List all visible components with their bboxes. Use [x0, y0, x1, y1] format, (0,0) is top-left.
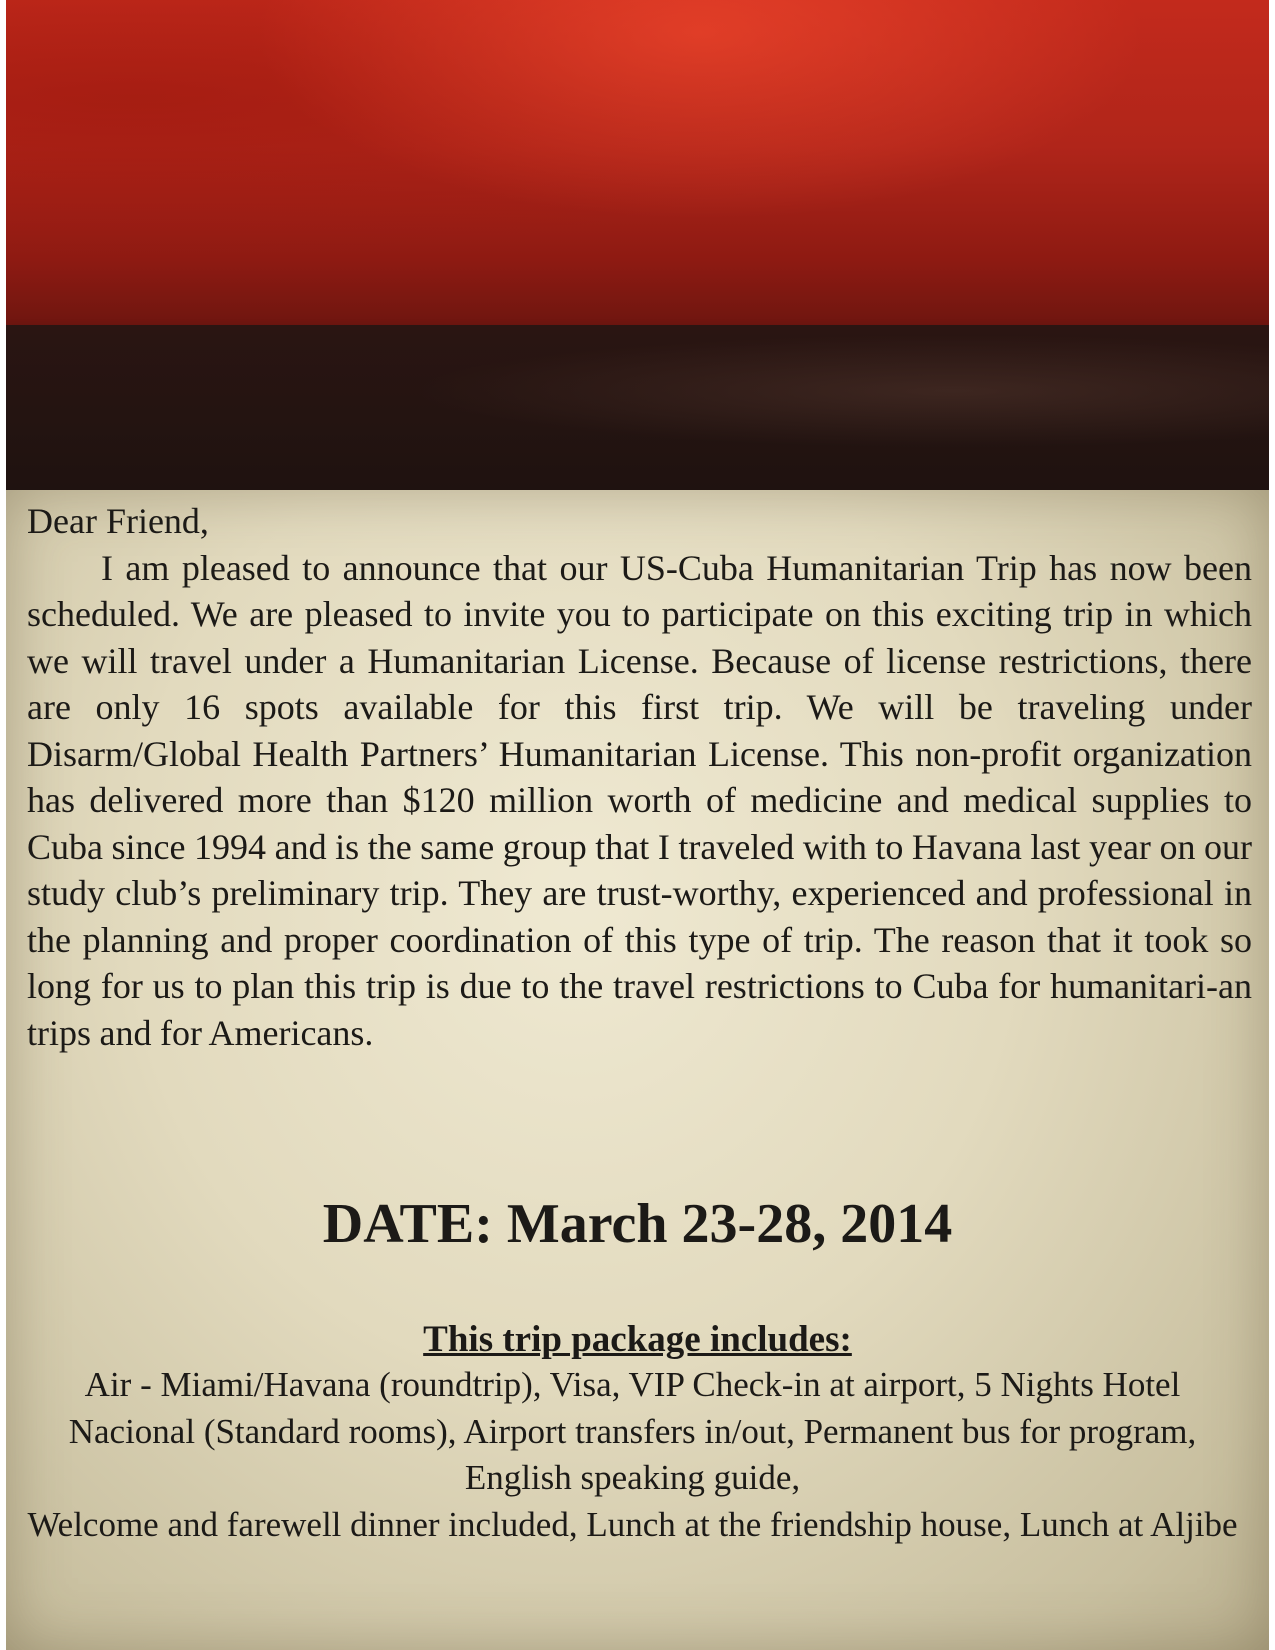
letter-body	[27, 498, 1252, 1056]
trip-date: DATE: March 23-28, 2014	[322, 1193, 953, 1255]
red-header-band	[6, 0, 1269, 325]
package-line: Welcome and farewell dinner included, Lunch at the friendship house, Lunch at Aljibe	[27, 1504, 1238, 1544]
letter-paragraph: I am pleased to announce that our US-Cuba Humanitarian Trip has now been scheduled. We are pleased to invite you to participate on this exciting trip in which we will travel under a Humanitarian License. Because of license restrictions, there are only 16 spots available for this first trip. We will be traveling under Disarm/Global Health Partners’ Humanitarian License. This non-profit organization has delivered more than $120 million worth of medicine and medical supplies to Cuba since 1994 and is the same group that I traveled with to Havana last year on our study club’s preliminary trip. They are trust-worthy, experienced and professional in the planning and proper coordination of this type of trip. The reason that it took so long for us to plan this trip is due to the travel restrictions to Cuba for humanitari-an trips and for Americans.	[27, 547, 1252, 1053]
dark-header-band	[6, 325, 1269, 490]
package-heading: This trip package includes:	[423, 1319, 852, 1360]
salutation: Dear Friend,	[27, 501, 209, 541]
package-line: Air - Miami/Havana (roundtrip), Visa, VIP Check-in at airport, 5 Nights Hotel Nacional (Standard rooms), Airport transfers in/out, Permanent bus for program, English speaking guide,	[68, 1365, 1197, 1497]
package-includes	[20, 1362, 1245, 1548]
